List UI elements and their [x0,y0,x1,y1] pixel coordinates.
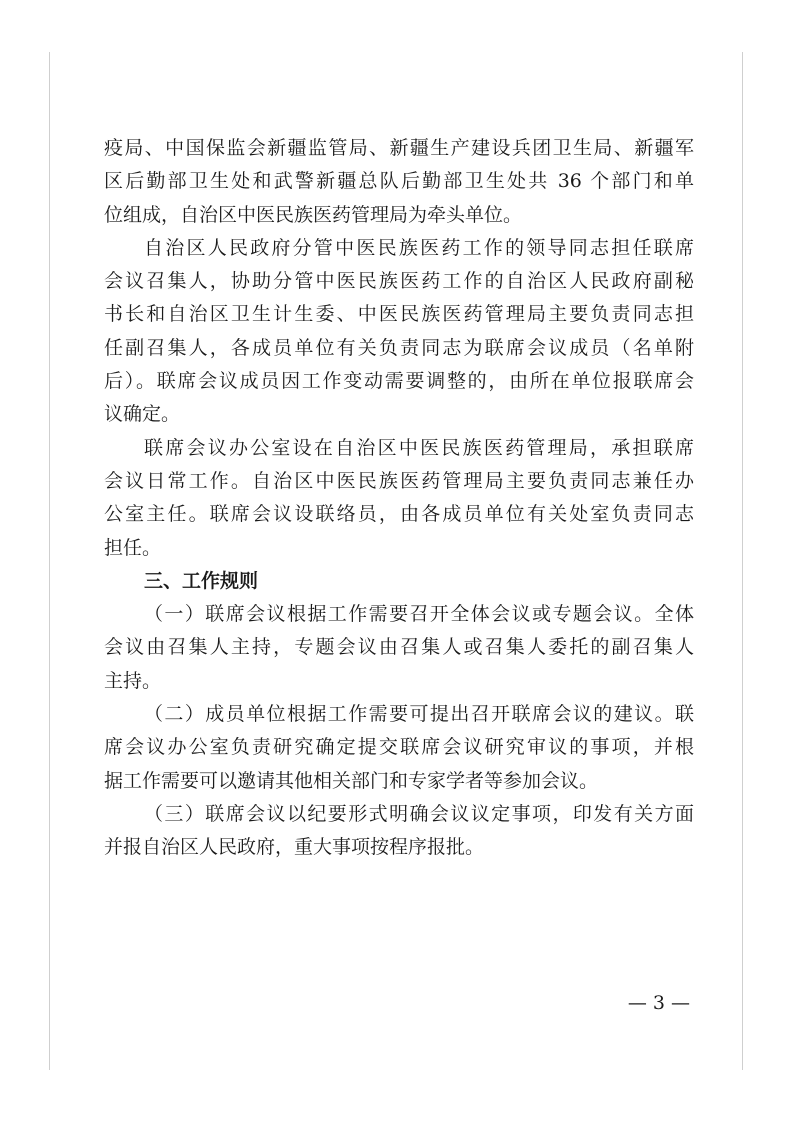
body-line: 会议召集人，协助分管中医民族医药工作的自治区人民政府副秘 [104,270,694,293]
body-line: 后）。联席会议成员因工作变动需要调整的，由所在单位报联席会 [104,370,694,393]
body-line: （二）成员单位根据工作需要可提出召开联席会议的建议。联 [144,703,694,726]
body-line: 位组成，自治区中医民族医药管理局为牵头单位。 [104,203,523,226]
body-line: 公室主任。联席会议设联络员，由各成员单位有关处室负责同志 [104,503,694,526]
right-margin-line [742,52,743,1070]
body-line: 书长和自治区卫生计生委、中医民族医药管理局主要负责同志担 [104,303,694,326]
body-line: 议确定。 [104,403,181,426]
body-line: 并报自治区人民政府，重大事项按程序报批。 [104,836,485,859]
section-heading: 三、工作规则 [144,569,259,592]
body-line: 区后勤部卫生处和武警新疆总队后勤部卫生处共 36 个部门和单 [104,170,694,193]
body-line: （一）联席会议根据工作需要召开全体会议或专题会议。全体 [144,603,694,626]
body-line: 担任。 [104,536,162,559]
body-line: 据工作需要可以邀请其他相关部门和专家学者等参加会议。 [104,769,599,792]
body-line: 联席会议办公室设在自治区中医民族医药管理局，承担联席 [144,436,694,459]
body-line: 会议由召集人主持，专题会议由召集人或召集人委托的副召集人 [104,636,694,659]
body-line: 任副召集人，各成员单位有关负责同志为联席会议成员（名单附 [104,336,694,359]
body-line: 主持。 [104,669,162,692]
page-number: — 3 — [627,992,690,1014]
body-line: 自治区人民政府分管中医民族医药工作的领导同志担任联席 [144,236,694,259]
left-margin-line [49,52,50,1070]
document-body [104,132,694,865]
body-line: （三）联席会议以纪要形式明确会议议定事项，印发有关方面 [144,802,694,825]
body-line: 会议日常工作。自治区中医民族医药管理局主要负责同志兼任办 [104,469,694,492]
body-line: 席会议办公室负责研究确定提交联席会议研究审议的事项，并根 [104,736,694,759]
body-line: 疫局、中国保监会新疆监管局、新疆生产建设兵团卫生局、新疆军 [104,137,694,159]
